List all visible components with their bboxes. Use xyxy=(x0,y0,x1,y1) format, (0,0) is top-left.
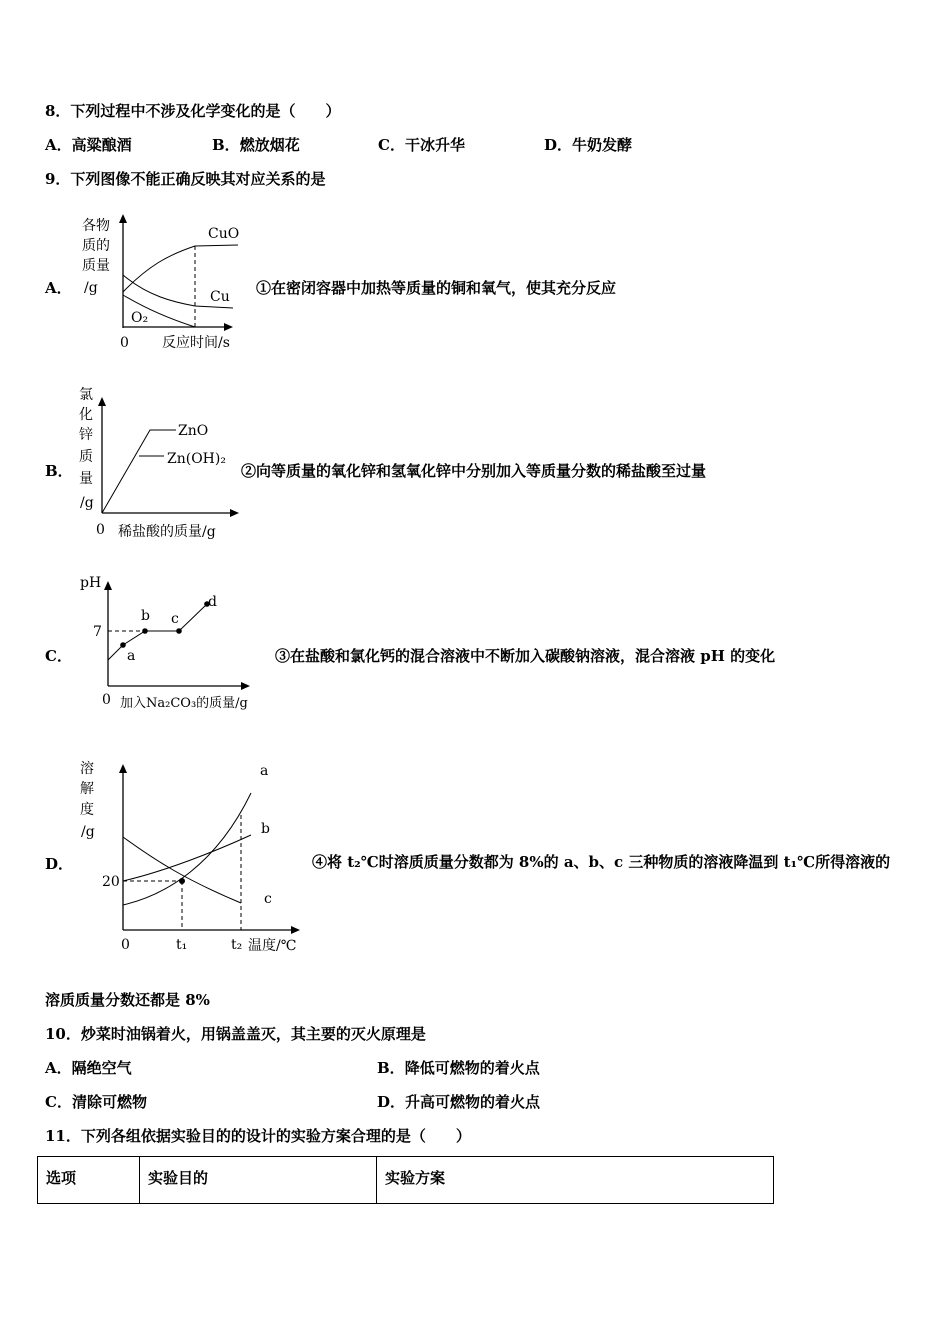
graph-c-point-c xyxy=(176,628,182,634)
graph-b-ylabel-line: 化 xyxy=(79,407,93,423)
q9-option-d-desc-cont: 溶质质量分数还都是 8% xyxy=(45,991,210,1009)
graph-b-ylabel-line: 量 xyxy=(79,471,93,487)
q9-option-c-label: C． xyxy=(45,647,72,665)
q11-header-plan: 实验方案 xyxy=(377,1157,774,1204)
graph-d-ylabel xyxy=(80,760,95,840)
q10-option-b: B．降低可燃物的着火点 xyxy=(377,1059,540,1077)
graph-b-ylabel xyxy=(79,387,94,511)
graph-b-line-zno xyxy=(102,430,176,513)
graph-c-xlabel: 加入Na₂CO₃的质量/g xyxy=(120,696,248,711)
q9-option-a-label: A． xyxy=(45,279,72,297)
graph-c-x-arrow xyxy=(241,682,250,690)
q10-option-a: A．隔绝空气 xyxy=(45,1059,132,1077)
graph-d-label-b: b xyxy=(261,821,270,837)
graph-b-y-arrow xyxy=(98,397,106,406)
q9-option-a-desc: ①在密闭容器中加热等质量的铜和氧气，使其充分反应 xyxy=(256,279,617,297)
graph-b-ylabel-line: /g xyxy=(80,495,94,511)
graph-b-ylabel-line: 锌 xyxy=(79,427,93,443)
graph-b-label-zno: ZnO xyxy=(178,423,209,439)
q9-graph-c xyxy=(75,570,280,715)
graph-a-origin: 0 xyxy=(120,335,129,351)
graph-c-label-d: d xyxy=(208,594,217,610)
graph-d-xtick-t1: t₁ xyxy=(176,937,188,953)
graph-c-point-a xyxy=(120,642,126,648)
graph-d-origin: 0 xyxy=(121,937,130,953)
q10-option-c: C．清除可燃物 xyxy=(45,1093,147,1111)
q10-option-d: D．升高可燃物的着火点 xyxy=(377,1093,541,1111)
graph-a-label-cuo: CuO xyxy=(208,226,240,242)
graph-d-ytick: 20 xyxy=(102,874,120,890)
graph-b-xlabel: 稀盐酸的质量/g xyxy=(118,524,216,540)
graph-a-ylabel-line: 各物 xyxy=(82,218,110,234)
graph-d-label-a: a xyxy=(260,763,269,779)
graph-a-x-arrow xyxy=(224,323,233,331)
q8-option-a: A．高粱酿酒 xyxy=(45,136,132,154)
graph-d-intersection xyxy=(179,878,185,884)
q9-stem: 9．下列图像不能正确反映其对应关系的是 xyxy=(45,170,326,188)
q8-option-d: D．牛奶发酵 xyxy=(544,136,633,154)
graph-a-y-arrow xyxy=(119,214,127,223)
graph-c-ylabel: pH xyxy=(80,575,102,591)
graph-a-ylabel xyxy=(82,217,110,296)
graph-c-point-b xyxy=(142,628,148,634)
graph-d-xlabel: 温度/℃ xyxy=(248,938,297,954)
graph-b-x-arrow xyxy=(230,509,239,517)
graph-c-y-arrow xyxy=(104,581,112,590)
q8-option-c: C．干冰升华 xyxy=(378,136,465,154)
graph-c-label-b: b xyxy=(141,608,150,624)
graph-a-ylabel-line: /g xyxy=(84,280,98,296)
graph-c-curve xyxy=(108,604,207,660)
graph-c-origin: 0 xyxy=(102,692,111,708)
q9-option-b-desc: ②向等质量的氧化锌和氢氧化锌中分别加入等质量分数的稀盐酸至过量 xyxy=(241,462,707,480)
graph-a-ylabel-line: 质的 xyxy=(82,238,110,254)
graph-b-label-znoh2: Zn(OH)₂ xyxy=(167,451,226,467)
q11-table xyxy=(37,1156,774,1204)
graph-b-origin: 0 xyxy=(96,522,105,538)
q9-option-c-desc: ③在盐酸和氯化钙的混合溶液中不断加入碳酸钠溶液，混合溶液 pH 的变化 xyxy=(275,647,776,665)
graph-a-label-o2: O₂ xyxy=(131,310,149,326)
graph-a-xlabel: 反应时间/s xyxy=(162,335,230,351)
q11-header-option: 选项 xyxy=(38,1157,140,1204)
graph-d-xtick-t2: t₂ xyxy=(231,937,243,953)
q9-graph-b xyxy=(74,383,249,543)
graph-d-curve-a xyxy=(123,793,251,905)
graph-c-label-a: a xyxy=(127,648,136,664)
graph-b-ylabel-line: 质 xyxy=(79,449,93,465)
graph-c-ytick: 7 xyxy=(93,624,102,640)
graph-d-y-arrow xyxy=(119,764,127,773)
graph-d-x-arrow xyxy=(291,926,300,934)
graph-a-label-cu: Cu xyxy=(210,289,230,305)
q11-header-purpose: 实验目的 xyxy=(140,1157,377,1204)
graph-b-ylabel-line: 氯 xyxy=(79,387,93,403)
graph-a-ylabel-line: 质量 xyxy=(82,258,110,274)
q8-stem: 8．下列过程中不涉及化学变化的是（ ） xyxy=(45,102,341,120)
graph-d-ylabel-line: /g xyxy=(81,824,95,840)
graph-c-label-c: c xyxy=(171,611,179,627)
q9-option-d-desc: ④将 t₂℃时溶质质量分数都为 8%的 a、b、c 三种物质的溶液降温到 t₁℃所得溶液的 xyxy=(312,853,891,871)
q11-table-header-row xyxy=(38,1157,774,1204)
graph-d-label-c: c xyxy=(264,891,272,907)
q8-option-b: B．燃放烟花 xyxy=(212,136,300,154)
graph-d-ylabel-line: 溶 xyxy=(80,761,94,777)
q9-graph-a xyxy=(78,210,258,355)
q9-graph-d xyxy=(76,755,312,960)
graph-a-curve-cuo xyxy=(123,245,238,292)
q9-option-b-label: B． xyxy=(45,462,73,480)
q11-stem: 11．下列各组依据实验目的的设计的实验方案合理的是（ ） xyxy=(45,1127,471,1145)
q9-option-d-label: D． xyxy=(45,855,74,873)
graph-d-ylabel-line: 度 xyxy=(80,802,94,818)
q10-stem: 10．炒菜时油锅着火，用锅盖盖灭，其主要的灭火原理是 xyxy=(45,1025,426,1043)
graph-d-ylabel-line: 解 xyxy=(80,781,94,797)
